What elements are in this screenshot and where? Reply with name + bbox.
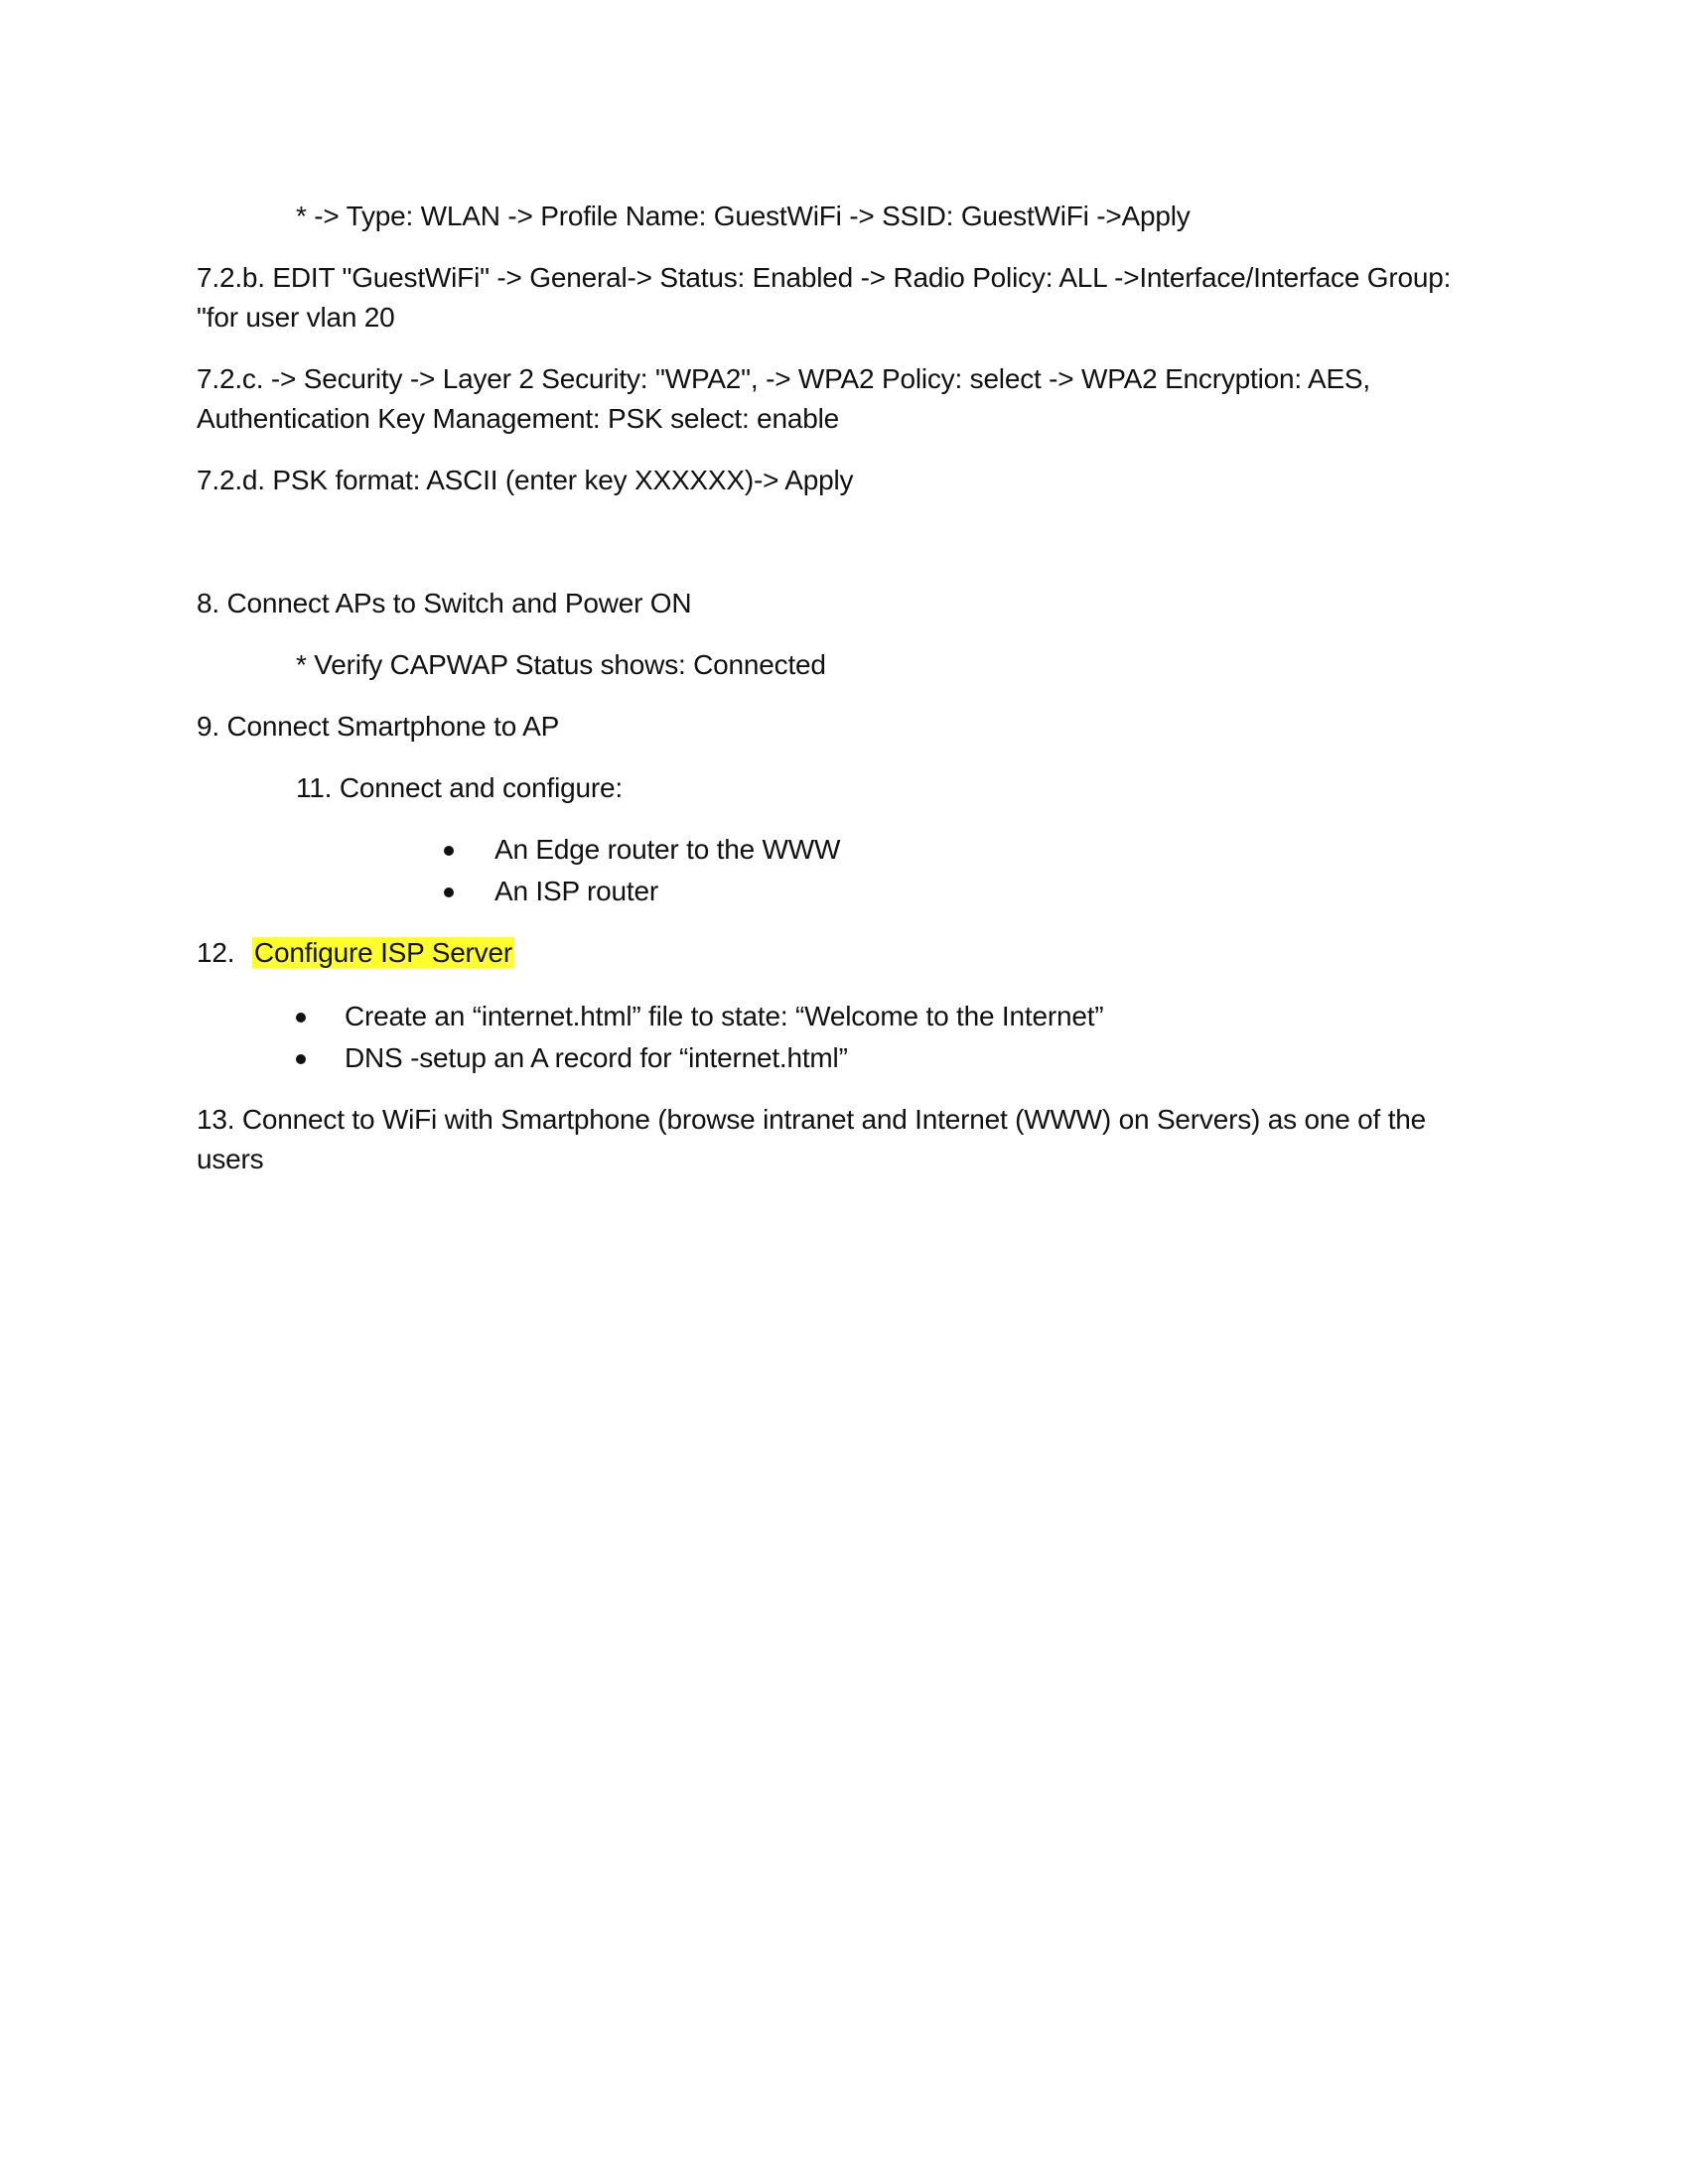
step-11: 11. Connect and configure: (296, 772, 623, 803)
step-7-2-a-sub: * -> Type: WLAN -> Profile Name: GuestWiFi -> SSID: GuestWiFi ->Apply (296, 201, 1191, 231)
step-8-sub: * Verify CAPWAP Status shows: Connected (296, 649, 826, 680)
step-11-bullet-1: An Edge router to the WWW (494, 834, 841, 865)
step-13-line2: users (197, 1144, 264, 1174)
step-12-heading (197, 933, 514, 973)
step-7-2-c-line2: Authentication Key Management: PSK select: enable (197, 403, 840, 434)
step-7-2-b-line1: 7.2.b. EDIT "GuestWiFi" -> General-> Status: Enabled -> Radio Policy: ALL ->Interface/Interface Group: (197, 262, 1452, 293)
step-7-2-d: 7.2.d. PSK format: ASCII (enter key XXXXXX)-> Apply (197, 465, 854, 495)
step-9: 9. Connect Smartphone to AP (197, 711, 560, 742)
step-12-number: 12. (197, 937, 235, 968)
step-12-bullet-2: DNS -setup an A record for “internet.html” (345, 1042, 848, 1073)
bullet-icon (444, 846, 454, 856)
step-8: 8. Connect APs to Switch and Power ON (197, 588, 692, 618)
step-7-2-b-line2: "for user vlan 20 (197, 302, 395, 333)
step-11-bullet-2: An ISP router (494, 876, 658, 906)
step-13-line1: 13. Connect to WiFi with Smartphone (browse intranet and Internet (WWW) on Servers) as one of the (197, 1104, 1427, 1135)
step-12-title-highlighted: Configure ISP Server (253, 937, 512, 968)
bullet-icon (444, 887, 454, 897)
bullet-icon (296, 1013, 306, 1023)
step-12-bullet-1: Create an “internet.html” file to state: “Welcome to the Internet” (345, 1001, 1104, 1031)
bullet-icon (296, 1054, 306, 1064)
step-7-2-c-line1: 7.2.c. -> Security -> Layer 2 Security: "WPA2", -> WPA2 Policy: select -> WPA2 Encryption: AES, (197, 363, 1370, 394)
